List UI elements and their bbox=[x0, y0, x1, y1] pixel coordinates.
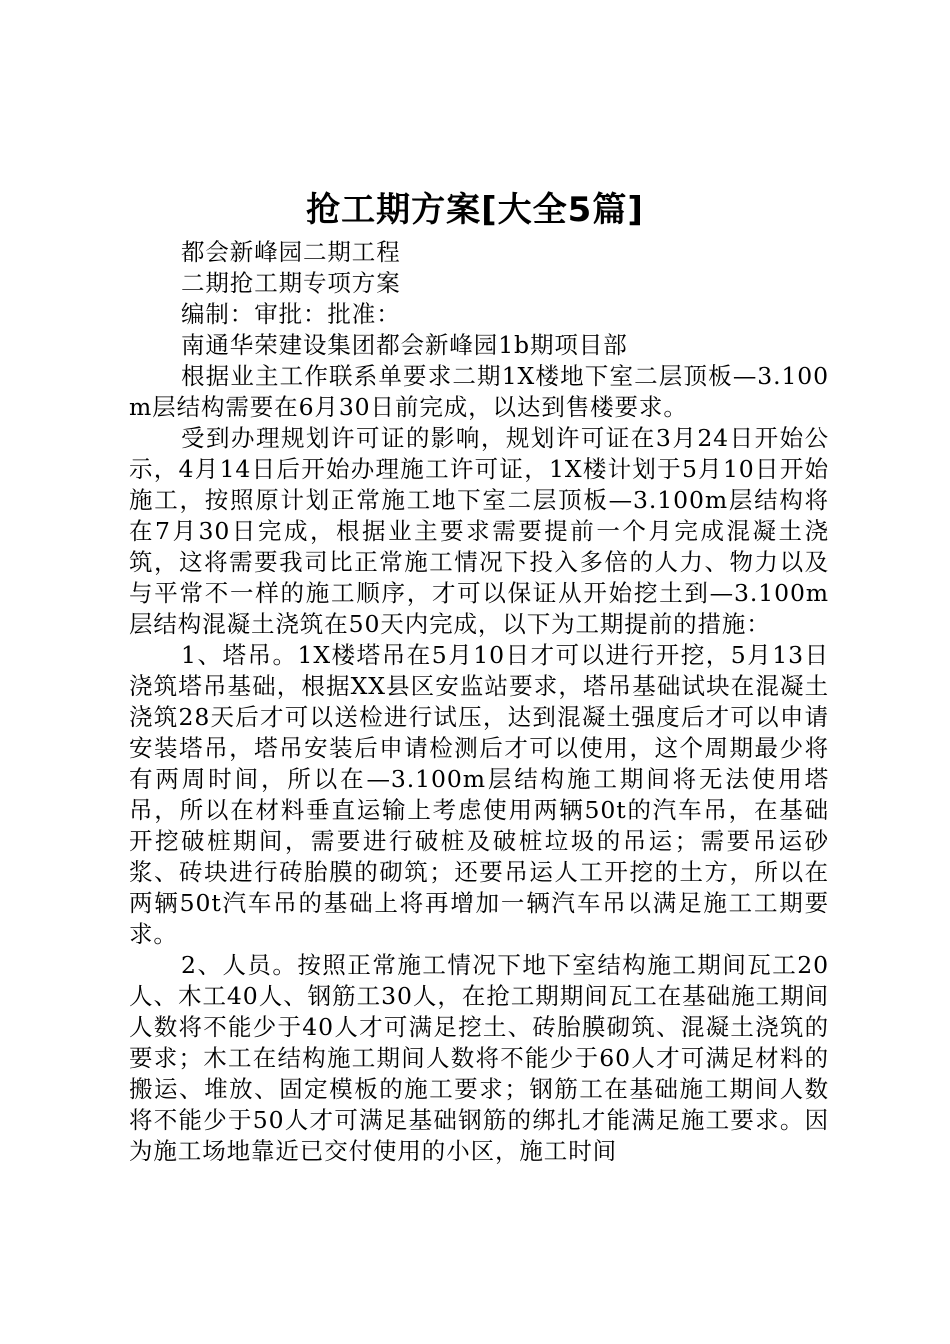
paragraph-tower-crane: 1、塔吊。1X楼塔吊在5月10日才可以进行开挖，5月13日浇筑塔吊基础，根据XX县区安监站要求，塔吊基础试块在混凝土浇筑28天后才可以送检进行试压，达到混凝土强度后才可以申请安装塔吊，塔吊安装后申请检测后才可以使用，这个周期最少将有两周时间，所以在—3.100m层结构施工期间将无法使用塔吊，所以在材料垂直运输上考虑使用两辆50t的汽车吊，在基础开挖破桩期间，需要进行破桩及破桩垃圾的吊运；需要吊运砂浆、砖块进行砖胎膜的砌筑；还要吊运人工开挖的土方，所以在两辆50t汽车吊的基础上将再增加一辆汽车吊以满足施工工期要求。 bbox=[129, 641, 829, 948]
paragraph-background: 受到办理规划许可证的影响，规划许可证在3月24日开始公示，4月14日后开始办理施工许可证，1X楼计划于5月10日开始施工，按照原计划正常施工地下室二层顶板—3.100m层结构将在7月30日完成，根据业主要求需要提前一个月完成混凝土浇筑，这将需要我司比正常施工情况下投入多倍的人力、物力以及与平常不一样的施工顺序，才可以保证从开始挖土到—3.100m层结构混凝土浇筑在50天内完成，以下为工期提前的措施： bbox=[129, 424, 829, 638]
project-name-line: 都会新峰园二期工程 bbox=[181, 238, 401, 266]
department-line: 南通华荣建设集团都会新峰园1b期项目部 bbox=[181, 331, 628, 359]
approval-line: 编制：审批：批准： bbox=[181, 300, 401, 328]
document-body bbox=[129, 361, 829, 1167]
plan-name-line: 二期抢工期专项方案 bbox=[181, 269, 401, 297]
paragraph-requirement: 根据业主工作联系单要求二期1X楼地下室二层顶板—3.100m层结构需要在6月30日前完成，以达到售楼要求。 bbox=[129, 362, 829, 421]
paragraph-personnel: 2、人员。按照正常施工情况下地下室结构施工期间瓦工20人、木工40人、钢筋工30人，在抢工期期间瓦工在基础施工期间人数将不能少于40人才可满足挖土、砖胎膜砌筑、混凝土浇筑的要求；木工在结构施工期间人数将不能少于60人才可满足材料的搬运、堆放、固定模板的施工要求；钢筋工在基础施工期间人数将不能少于50人才可满足基础钢筋的绑扎才能满足施工要求。因为施工场地靠近已交付使用的小区，施工时间 bbox=[129, 951, 829, 1165]
document-header bbox=[129, 237, 829, 361]
document-title: 抢工期方案[大全5篇] bbox=[306, 190, 644, 230]
